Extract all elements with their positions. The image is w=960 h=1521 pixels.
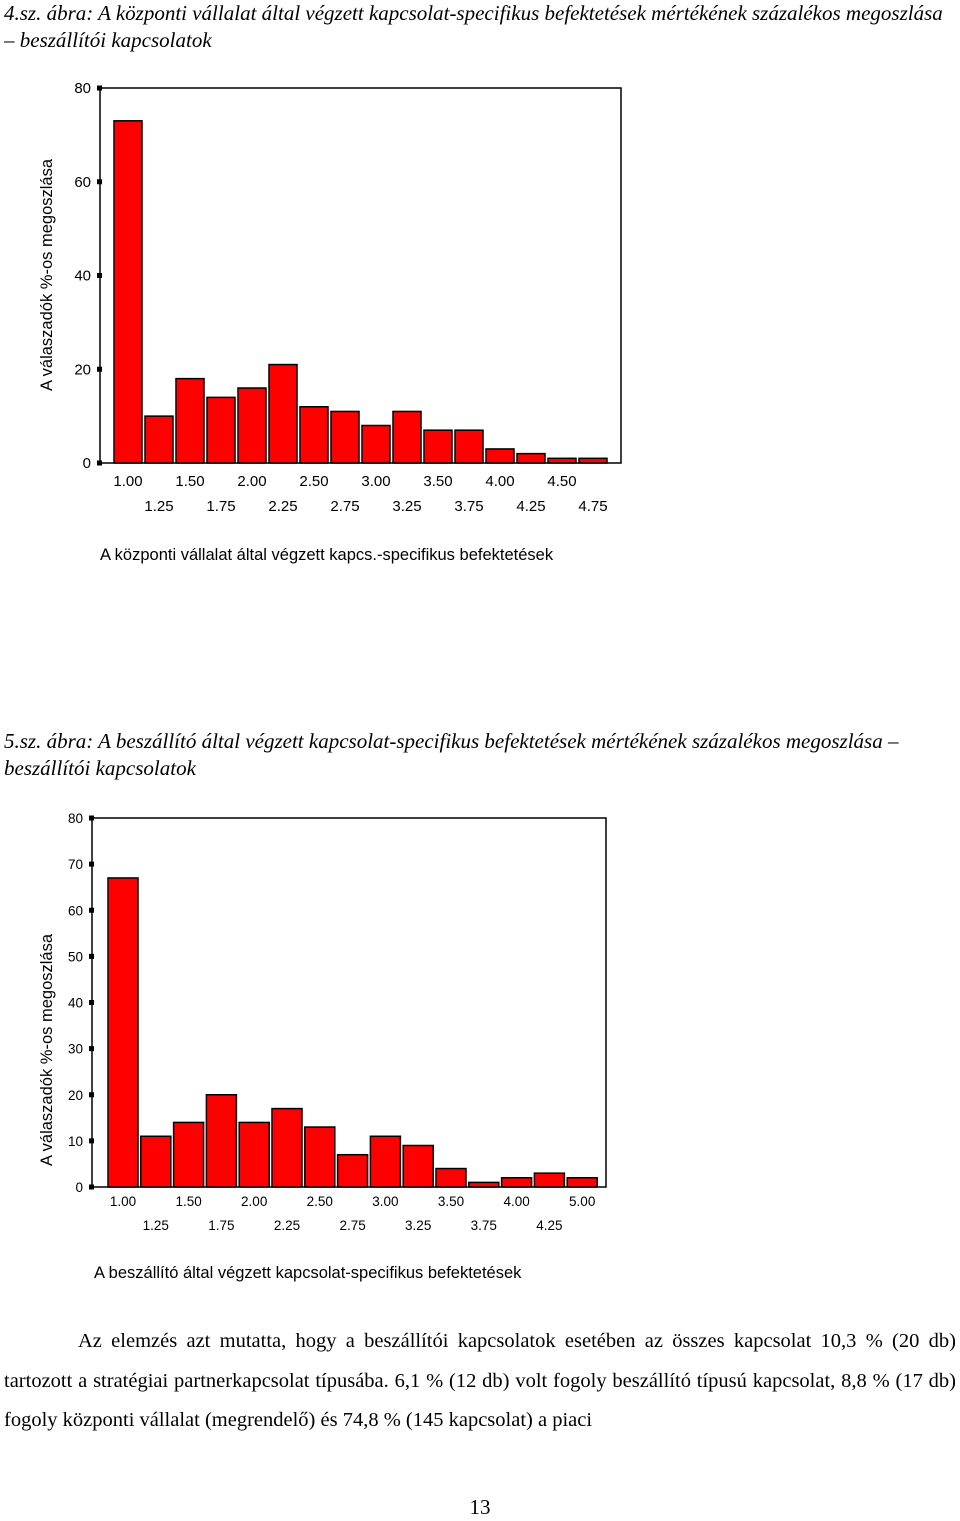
chart1-xtick-label: 4.50 <box>547 473 577 490</box>
chart2-xtick-label: 3.50 <box>437 1194 465 1209</box>
chart2-bar-2.75 <box>338 1155 368 1187</box>
chart1-xtick-label: 1.75 <box>206 498 236 515</box>
chart2-ytick-label: 80 <box>67 811 83 826</box>
chart1-bar-2.50 <box>300 407 328 463</box>
chart1-bar-3.00 <box>362 426 390 464</box>
chart1-ytick-label: 60 <box>74 173 91 191</box>
chart2-bar-1.25 <box>141 1136 171 1187</box>
chart2-bar-2.00 <box>239 1122 269 1187</box>
chart2-bar-4.25 <box>534 1173 564 1187</box>
body-paragraph: Az elemzés azt mutatta, hogy a beszállítói kapcsolatok esetében az összes kapcsolat 10,3 % (20 db) tartozott a stratégiai partnerkapcsolat típusába. 6,1 % (12 db) volt fogoly beszállító típusú kapcsolat, 8,8 % (17 db) fogoly központi vállalat (megrendelő) és 74,8 % (145 kapcsolat) a piaci <box>4 1330 956 1431</box>
chart2-ytick-mark <box>89 862 94 867</box>
chart2-xtick-label: 1.50 <box>175 1194 202 1209</box>
chart1-xtick-label: 4.00 <box>485 473 515 490</box>
chart1-bar-4.25 <box>517 454 545 463</box>
chart1-bar-3.50 <box>424 430 452 463</box>
chart1-y-axis-title: A válaszadók %-os megoszlása <box>38 158 56 392</box>
chart1-xtick-label: 4.25 <box>516 498 546 515</box>
figure2-caption: 5.sz. ábra: A beszállító által végzett kapcsolat-specifikus befektetések mértékének százalékos megoszlása – beszállítói kapcsolatok <box>4 729 899 780</box>
chart2-xtick-label: 5.00 <box>569 1194 596 1209</box>
chart-1 <box>0 60 960 670</box>
chart2-ytick-label: 50 <box>67 949 83 965</box>
chart2-ytick-mark <box>89 908 94 913</box>
chart2-x-axis-title: A beszállító által végzett kapcsolat-specifikus befektetések <box>94 1264 522 1282</box>
chart2-bar-2.25 <box>272 1109 302 1187</box>
chart1-bar-1.00 <box>114 121 142 463</box>
chart2-ytick-label: 30 <box>67 1041 83 1057</box>
chart1-bar-4.75 <box>579 458 607 463</box>
chart2-xtick-label: 2.25 <box>273 1218 301 1233</box>
chart2-ytick-label: 40 <box>67 995 83 1011</box>
chart1-ytick-mark <box>97 367 102 372</box>
chart2-xtick-label: 2.75 <box>339 1218 366 1233</box>
chart1-bar-1.25 <box>145 416 173 463</box>
chart1-xtick-label: 1.00 <box>113 473 143 490</box>
chart2-bar-3.25 <box>403 1145 433 1187</box>
chart2-xtick-label: 1.75 <box>208 1218 235 1233</box>
chart1-xtick-label: 2.75 <box>330 498 360 515</box>
chart1-ytick-label: 0 <box>82 455 91 472</box>
chart2-ytick-mark <box>89 1046 94 1051</box>
chart2-ytick-label: 20 <box>67 1087 83 1103</box>
chart2-bar-3.00 <box>370 1136 400 1187</box>
chart2-ytick-mark <box>89 954 94 959</box>
chart2-ytick-label: 10 <box>67 1133 83 1149</box>
chart2-xtick-label: 2.00 <box>241 1194 268 1209</box>
chart2-ytick-mark <box>89 1185 94 1190</box>
chart2-xtick-label: 3.25 <box>405 1218 432 1233</box>
chart1-bar-4.00 <box>486 449 514 463</box>
chart1-ytick-mark <box>97 273 102 278</box>
chart2-bar-1.75 <box>206 1095 236 1187</box>
chart1-xtick-label: 2.25 <box>268 498 298 515</box>
chart1-bar-2.25 <box>269 365 297 463</box>
chart1-bar-3.25 <box>393 411 421 463</box>
chart-2 <box>0 790 960 1310</box>
chart1-bar-4.50 <box>548 458 576 463</box>
chart2-bar-4.00 <box>502 1178 532 1187</box>
chart1-bar-2.75 <box>331 411 359 463</box>
chart1-x-axis-title: A központi vállalat által végzett kapcs.-specifikus befektetések <box>100 546 554 564</box>
page-number: 13 <box>469 1495 491 1519</box>
chart2-ytick-mark <box>89 1000 94 1005</box>
chart2-xtick-label: 4.25 <box>536 1218 563 1233</box>
chart2-bar-3.50 <box>436 1169 466 1187</box>
chart2-xtick-label: 3.00 <box>372 1194 399 1209</box>
chart2-ytick-label: 0 <box>75 1180 83 1195</box>
chart1-bar-1.75 <box>207 397 235 463</box>
chart1-xtick-label: 2.00 <box>237 473 267 490</box>
chart1-xtick-label: 2.50 <box>299 473 329 490</box>
chart2-ytick-label: 60 <box>67 903 83 919</box>
chart2-xtick-label: 1.25 <box>142 1218 169 1233</box>
chart2-ytick-mark <box>89 1092 94 1097</box>
chart1-bar-1.50 <box>176 379 204 463</box>
chart1-bar-2.00 <box>238 388 266 463</box>
chart1-ytick-mark <box>97 179 102 184</box>
chart2-bar-2.50 <box>305 1127 335 1187</box>
chart1-ytick-label: 80 <box>74 80 91 97</box>
chart1-xtick-label: 1.50 <box>175 473 205 490</box>
chart2-ytick-mark <box>89 1138 94 1143</box>
chart1-xtick-label: 1.25 <box>144 498 174 515</box>
figure1-caption: 4.sz. ábra: A központi vállalat által végzett kapcsolat-specifikus befektetések mértékének százalékos megoszlása – beszállítói kapcsolatok <box>4 1 943 52</box>
chart2-ytick-label: 70 <box>67 857 83 873</box>
chart2-bar-5.00 <box>567 1178 597 1187</box>
chart2-xtick-label: 4.00 <box>503 1194 530 1209</box>
chart2-xtick-label: 1.00 <box>109 1194 137 1209</box>
chart2-ytick-mark <box>89 816 94 821</box>
chart1-ytick-label: 20 <box>74 361 91 379</box>
chart2-bar-1.00 <box>108 878 138 1187</box>
chart1-xtick-label: 3.25 <box>392 498 422 515</box>
chart2-y-axis-title: A válaszadók %-os megoszlása <box>38 933 56 1167</box>
chart1-xtick-label: 3.00 <box>361 473 391 490</box>
chart2-xtick-label: 2.50 <box>306 1194 333 1209</box>
chart1-xtick-label: 3.50 <box>423 473 453 490</box>
chart1-ytick-label: 40 <box>74 267 91 285</box>
chart1-bar-3.75 <box>455 430 483 463</box>
chart1-ytick-mark <box>97 86 102 91</box>
chart2-bar-1.50 <box>174 1122 204 1187</box>
chart2-bar-3.75 <box>469 1182 499 1187</box>
chart1-ytick-mark <box>97 461 102 466</box>
chart2-xtick-label: 3.75 <box>470 1218 497 1233</box>
chart2-plot-frame <box>92 818 606 1187</box>
chart1-xtick-label: 3.75 <box>454 498 484 515</box>
chart1-xtick-label: 4.75 <box>578 498 608 515</box>
